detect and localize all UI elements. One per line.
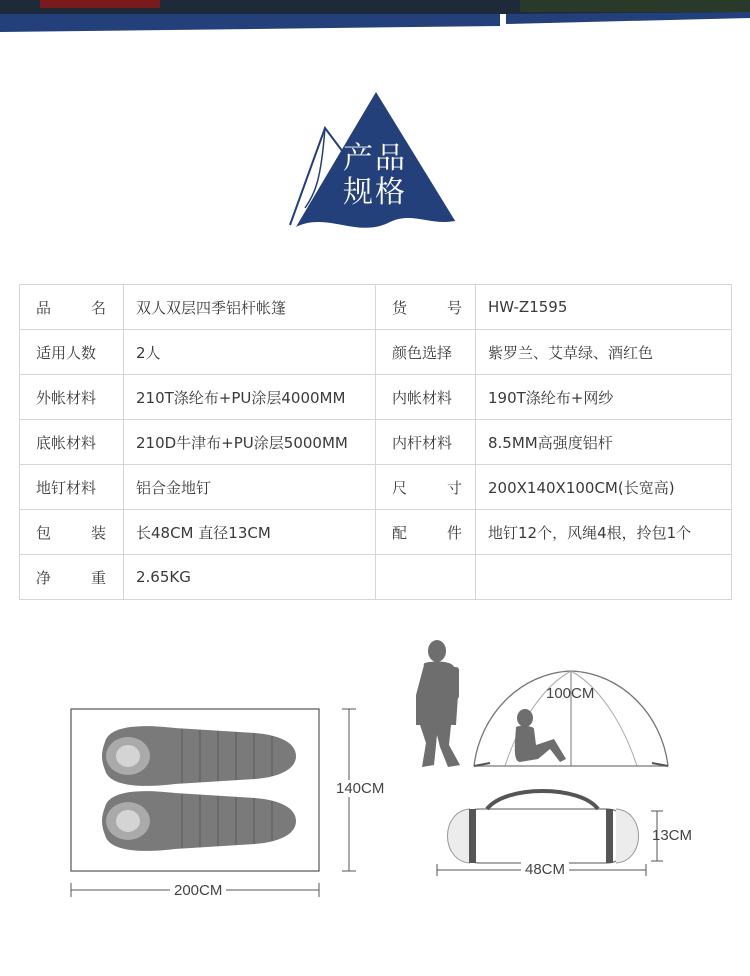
spec-row [20, 510, 732, 555]
spec-value: 2人 [136, 343, 161, 362]
spec-row [20, 375, 732, 420]
floor-width-label: 140CM [336, 780, 385, 797]
spec-value-cell [476, 330, 732, 375]
spec-label-cell [20, 285, 124, 330]
spec-value: 210T涤纶布+PU涂层4000MM [136, 388, 346, 407]
spec-label-cell [20, 375, 124, 420]
tent-height-label: 100CM [546, 685, 595, 702]
spec-row [20, 420, 732, 465]
spec-label: 底帐材料 [36, 433, 97, 452]
spec-row [20, 285, 732, 330]
sleeping-bag-2 [102, 791, 296, 851]
spec-label: 净 重 [36, 568, 106, 587]
spec-value: 200X140X100CM(长宽高) [488, 478, 675, 497]
spec-value-cell [124, 465, 376, 510]
spec-label: 包 装 [36, 523, 106, 542]
spec-label-cell [376, 375, 476, 420]
spec-label-cell [20, 465, 124, 510]
spec-label-cell [20, 555, 124, 600]
spec-value: 铝合金地钉 [136, 478, 212, 497]
spec-label: 颜色选择 [392, 343, 453, 362]
spec-value: HW-Z1595 [488, 298, 568, 316]
spec-value: 2.65KG [136, 568, 191, 586]
spec-label: 内杆材料 [392, 433, 453, 452]
spec-label: 内帐材料 [392, 388, 453, 407]
spec-value-cell [124, 555, 376, 600]
spec-value: 紫罗兰、艾草绿、酒红色 [488, 343, 654, 362]
spec-label-cell [376, 285, 476, 330]
spec-row [20, 555, 732, 600]
dimension-diagrams [0, 625, 750, 976]
spec-table [19, 284, 732, 600]
spec-label: 外帐材料 [36, 388, 97, 407]
spec-row [20, 330, 732, 375]
spec-value: 双人双层四季铝杆帐篷 [136, 298, 287, 317]
spec-label: 品 名 [36, 298, 106, 317]
spec-label: 货 号 [392, 298, 462, 317]
spec-label: 地钉材料 [36, 478, 97, 497]
spec-value: 地钉12个，风绳4根，拎包1个 [488, 523, 692, 542]
title-line-2: 规格 [343, 175, 407, 210]
title-line-1: 产品 [343, 141, 407, 176]
sitting-person-icon [515, 709, 566, 762]
spec-label-cell [376, 330, 476, 375]
spec-value-cell [124, 420, 376, 465]
sleeping-bag-1 [102, 726, 296, 786]
spec-value: 210D牛津布+PU涂层5000MM [136, 433, 348, 452]
floor-length-label: 200CM [170, 882, 226, 899]
spec-value: 190T涤纶布+网纱 [488, 388, 614, 407]
spec-row [20, 465, 732, 510]
page-title [330, 142, 420, 210]
spec-value-cell [476, 285, 732, 330]
spec-label-cell [20, 510, 124, 555]
spec-value-cell [124, 375, 376, 420]
spec-label-cell [376, 465, 476, 510]
spec-value-cell [124, 285, 376, 330]
spec-label-cell [376, 555, 476, 600]
spec-label: 配 件 [392, 523, 462, 542]
standing-person-icon [416, 640, 460, 767]
spec-label-cell [376, 420, 476, 465]
spec-label: 适用人数 [36, 343, 97, 362]
bag-length-label: 48CM [521, 861, 569, 878]
packed-bag-icon [448, 791, 639, 863]
spec-value-cell [476, 420, 732, 465]
spec-value-cell [124, 510, 376, 555]
spec-label-cell [376, 510, 476, 555]
spec-value-cell [476, 375, 732, 420]
spec-value-cell [124, 330, 376, 375]
bag-diameter-label: 13CM [652, 827, 693, 844]
spec-label-cell [20, 420, 124, 465]
spec-value-cell [476, 465, 732, 510]
spec-label: 尺 寸 [392, 478, 462, 497]
spec-value-cell [476, 510, 732, 555]
spec-value: 长48CM 直径13CM [136, 523, 271, 542]
spec-value: 8.5MM高强度铝杆 [488, 433, 613, 452]
top-banner-strip [0, 0, 750, 34]
spec-value-cell [476, 555, 732, 600]
spec-label-cell [20, 330, 124, 375]
